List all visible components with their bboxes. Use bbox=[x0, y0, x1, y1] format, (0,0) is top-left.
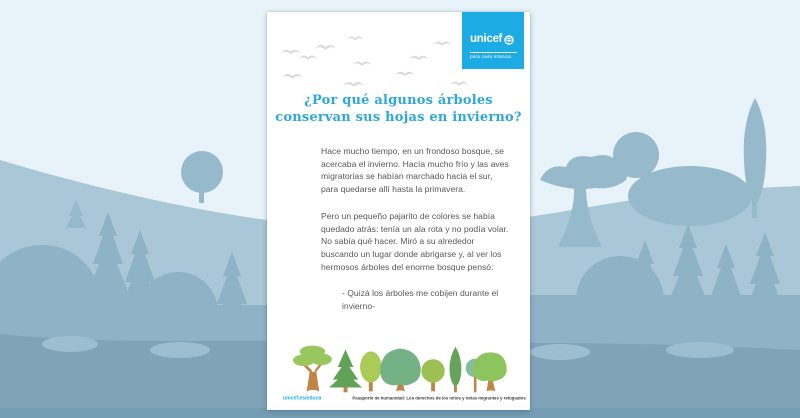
bird-icon bbox=[353, 62, 371, 66]
story-quote: - Quizá los árboles me cobijen durante el invierno- bbox=[342, 288, 499, 312]
bird-icon bbox=[315, 45, 336, 50]
footer-credit: Pasaporte de humanidad: Los derechos de los niños y niñas migrantes y refugiados bbox=[352, 396, 526, 401]
bird-icon bbox=[282, 74, 303, 79]
round-tree-icon bbox=[421, 359, 444, 391]
logo-tagline: para cada infancia bbox=[470, 55, 512, 60]
page-title-line2: conservan sus hojas en invierno? bbox=[275, 110, 522, 125]
bird-icon bbox=[450, 82, 468, 86]
acacia-tree-icon bbox=[293, 346, 332, 392]
bird-icon bbox=[299, 56, 317, 60]
willow-tree-icon bbox=[380, 349, 421, 392]
bird-icon bbox=[395, 72, 415, 77]
story-paragraph: Hace mucho tiempo, en un frondoso bosque, se acercaba el invierno. Hacía mucho frío y las aves migratorias se habían marchado hacia el sur, para quedarse allí hasta la primavera. bbox=[321, 146, 509, 195]
flying-birds-illustration bbox=[275, 32, 485, 94]
trees-illustration bbox=[293, 342, 507, 394]
story-text bbox=[321, 145, 511, 313]
cypress-tree-icon bbox=[449, 347, 461, 393]
bird-icon bbox=[343, 82, 364, 87]
footer-site-link[interactable]: unicef.es/educa bbox=[283, 395, 322, 401]
unicef-emblem-icon bbox=[504, 35, 514, 45]
bird-icon bbox=[281, 50, 301, 55]
worksheet-page bbox=[267, 12, 530, 410]
oval-tree-icon bbox=[360, 351, 381, 391]
unicef-wordmark: unicef bbox=[470, 33, 503, 45]
story-paragraph: Pero un pequeño pajarito de colores se había quedado atrás: tenía un ala rota y no podía volar. No sabía qué hacer. Miró a su alrededor buscando un lugar donde abrigarse y, al ver los hermosos árboles del enorme bosque pensó: bbox=[321, 210, 509, 272]
fir-tree-icon bbox=[329, 350, 362, 393]
broad-tree-icon bbox=[473, 352, 507, 391]
bird-icon bbox=[347, 36, 364, 40]
bird-icon bbox=[409, 56, 429, 61]
bird-icon bbox=[433, 42, 451, 46]
page-title-line1: ¿Por qué algunos árboles bbox=[304, 93, 493, 108]
page-title bbox=[267, 92, 530, 126]
